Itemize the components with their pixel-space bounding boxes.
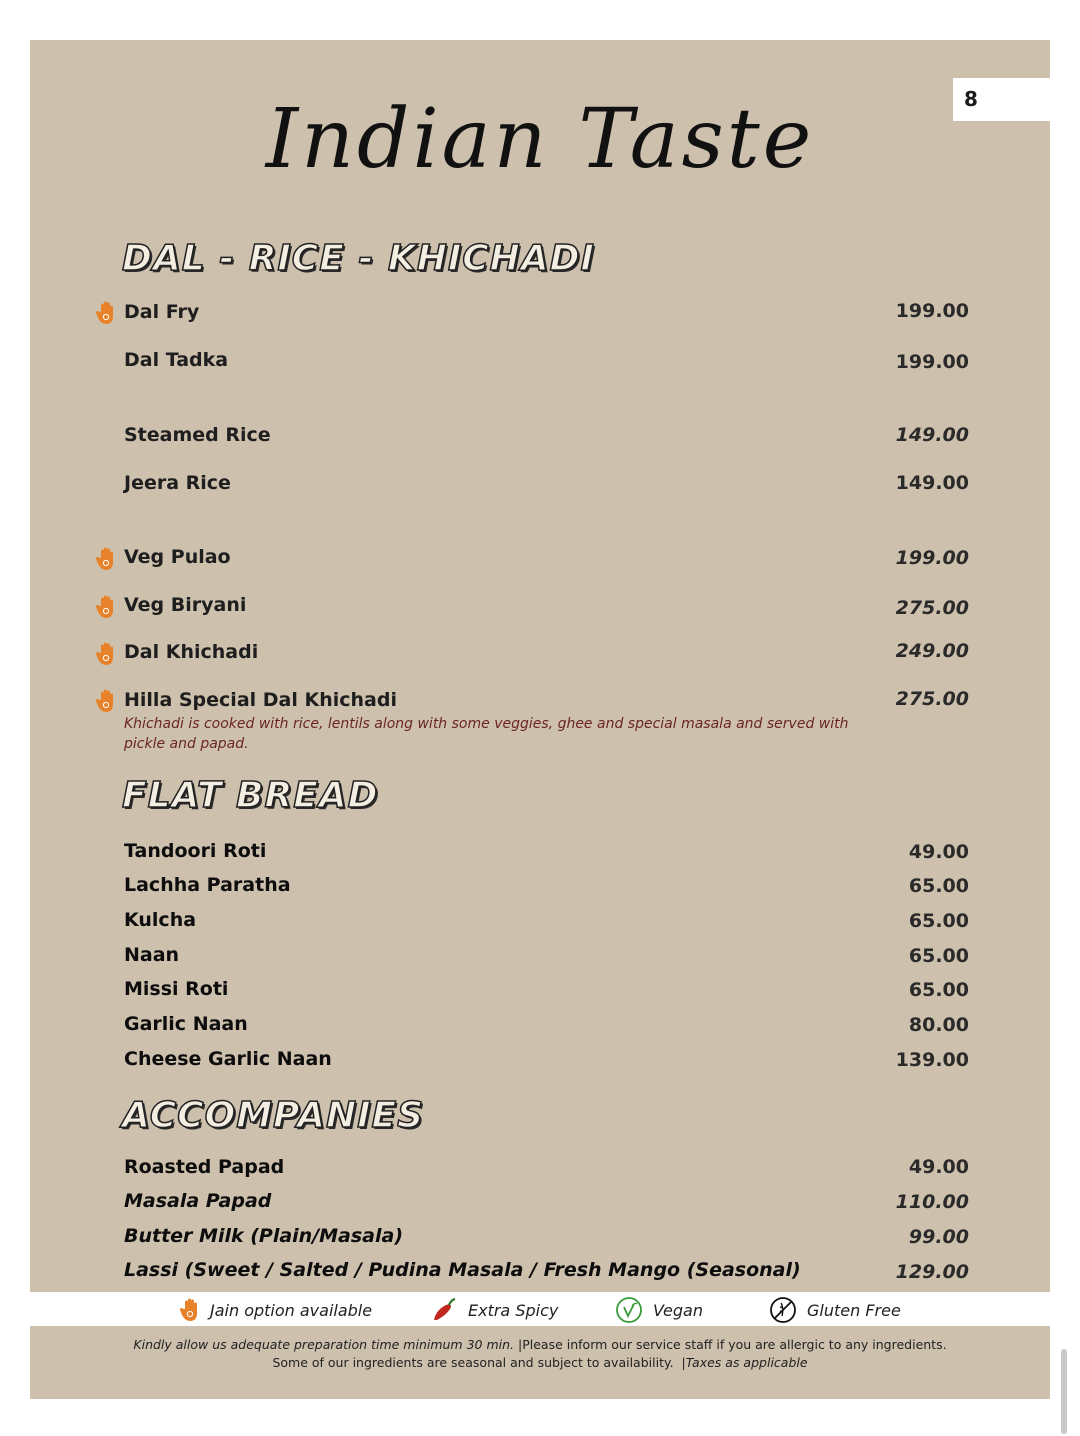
footer-line-2 [30,1355,1050,1370]
menu-item-name: Cheese Garlic Naan [124,1048,332,1070]
menu-item-price: 49.00 [908,841,969,863]
menu-item-name: Hilla Special Dal Khichadi [124,689,397,711]
menu-item-name: Dal Fry [124,301,200,323]
menu-item-price: 65.00 [908,910,969,932]
menu-item-price: 110.00 [895,1191,969,1213]
scrollbar[interactable] [1061,1349,1067,1434]
menu-item-name: Veg Biryani [124,594,247,616]
legend-label: Vegan [653,1300,703,1320]
jain-hand-icon [96,546,116,572]
footer-allergy-note: |Please inform our service staff if you are allergic to any ingredients. [518,1337,947,1352]
menu-item-price: 139.00 [895,1049,969,1071]
gluten-free-icon [769,1296,797,1324]
footer-prep-note: Kindly allow us adequate preparation time minimum 30 min. [133,1337,515,1352]
menu-item-name: Kulcha [124,909,197,931]
menu-item-price: 199.00 [895,300,969,322]
legend-label: Gluten Free [807,1300,901,1320]
legend-jain [180,1296,372,1324]
menu-item-price: 199.00 [895,547,969,569]
legend-vegan [615,1296,703,1324]
page-number: 8 [953,78,1050,121]
menu-item-price: 275.00 [895,597,969,619]
menu-item-name: Dal Khichadi [124,641,259,663]
menu-item-price: 49.00 [908,1156,969,1178]
footer-taxes-note: Taxes as applicable [685,1355,808,1370]
jain-hand-icon [96,300,116,326]
menu-item-name: Butter Milk (Plain/Masala) [124,1225,404,1247]
menu-item-name: Lassi (Sweet / Salted / Pudina Masala / Fresh Mango (Seasonal) [124,1259,801,1281]
legend-label: Jain option available [210,1300,373,1320]
jain-hand-icon [96,688,116,714]
menu-item-name: Steamed Rice [124,424,271,446]
chili-icon [430,1296,458,1324]
menu-item-price: 275.00 [895,688,969,710]
menu-item-price: 249.00 [895,640,969,662]
menu-item-price: 65.00 [908,875,969,897]
jain-hand-icon [96,641,116,667]
menu-item-price: 149.00 [895,424,969,446]
jain-hand-icon [180,1296,200,1324]
menu-item-price: 149.00 [895,472,969,494]
section-title-accompanies: ACCOMPANIES [122,1095,425,1136]
page-title: Indian Taste [265,92,815,187]
menu-item-price: 65.00 [908,945,969,967]
menu-item-price: 199.00 [895,351,969,373]
footer-seasonal-note: Some of our ingredients are seasonal and subject to availability. [272,1355,674,1370]
footer-separator: | [677,1355,686,1370]
legend-gluten-free [769,1296,901,1324]
vegan-icon [615,1296,643,1324]
menu-item-name: Tandoori Roti [124,840,267,862]
menu-item-price: 129.00 [895,1261,969,1283]
menu-item-name: Naan [124,944,180,966]
legend-label: Extra Spicy [468,1300,559,1320]
section-title-dal-rice-khichadi: DAL - RICE - KHICHADI [122,238,595,279]
menu-item-price: 80.00 [908,1014,969,1036]
menu-item-name: Dal Tadka [124,349,229,371]
menu-item-name: Masala Papad [124,1190,272,1212]
footer-line-1 [30,1337,1050,1352]
menu-item-price: 99.00 [908,1226,969,1248]
legend-spicy [430,1296,558,1324]
menu-item-name: Roasted Papad [124,1156,285,1178]
menu-item-name: Missi Roti [124,978,229,1000]
menu-item-name: Veg Pulao [124,546,231,568]
menu-item-price: 65.00 [908,979,969,1001]
jain-hand-icon [96,594,116,620]
menu-item-name: Garlic Naan [124,1013,248,1035]
menu-item-name: Lachha Paratha [124,874,291,896]
section-title-flat-bread: FLAT BREAD [122,775,379,816]
menu-item-name: Jeera Rice [124,472,231,494]
menu-item-description: Khichadi is cooked with rice, lentils along with some veggies, ghee and special masala and served with pickle and papad. [124,716,849,752]
